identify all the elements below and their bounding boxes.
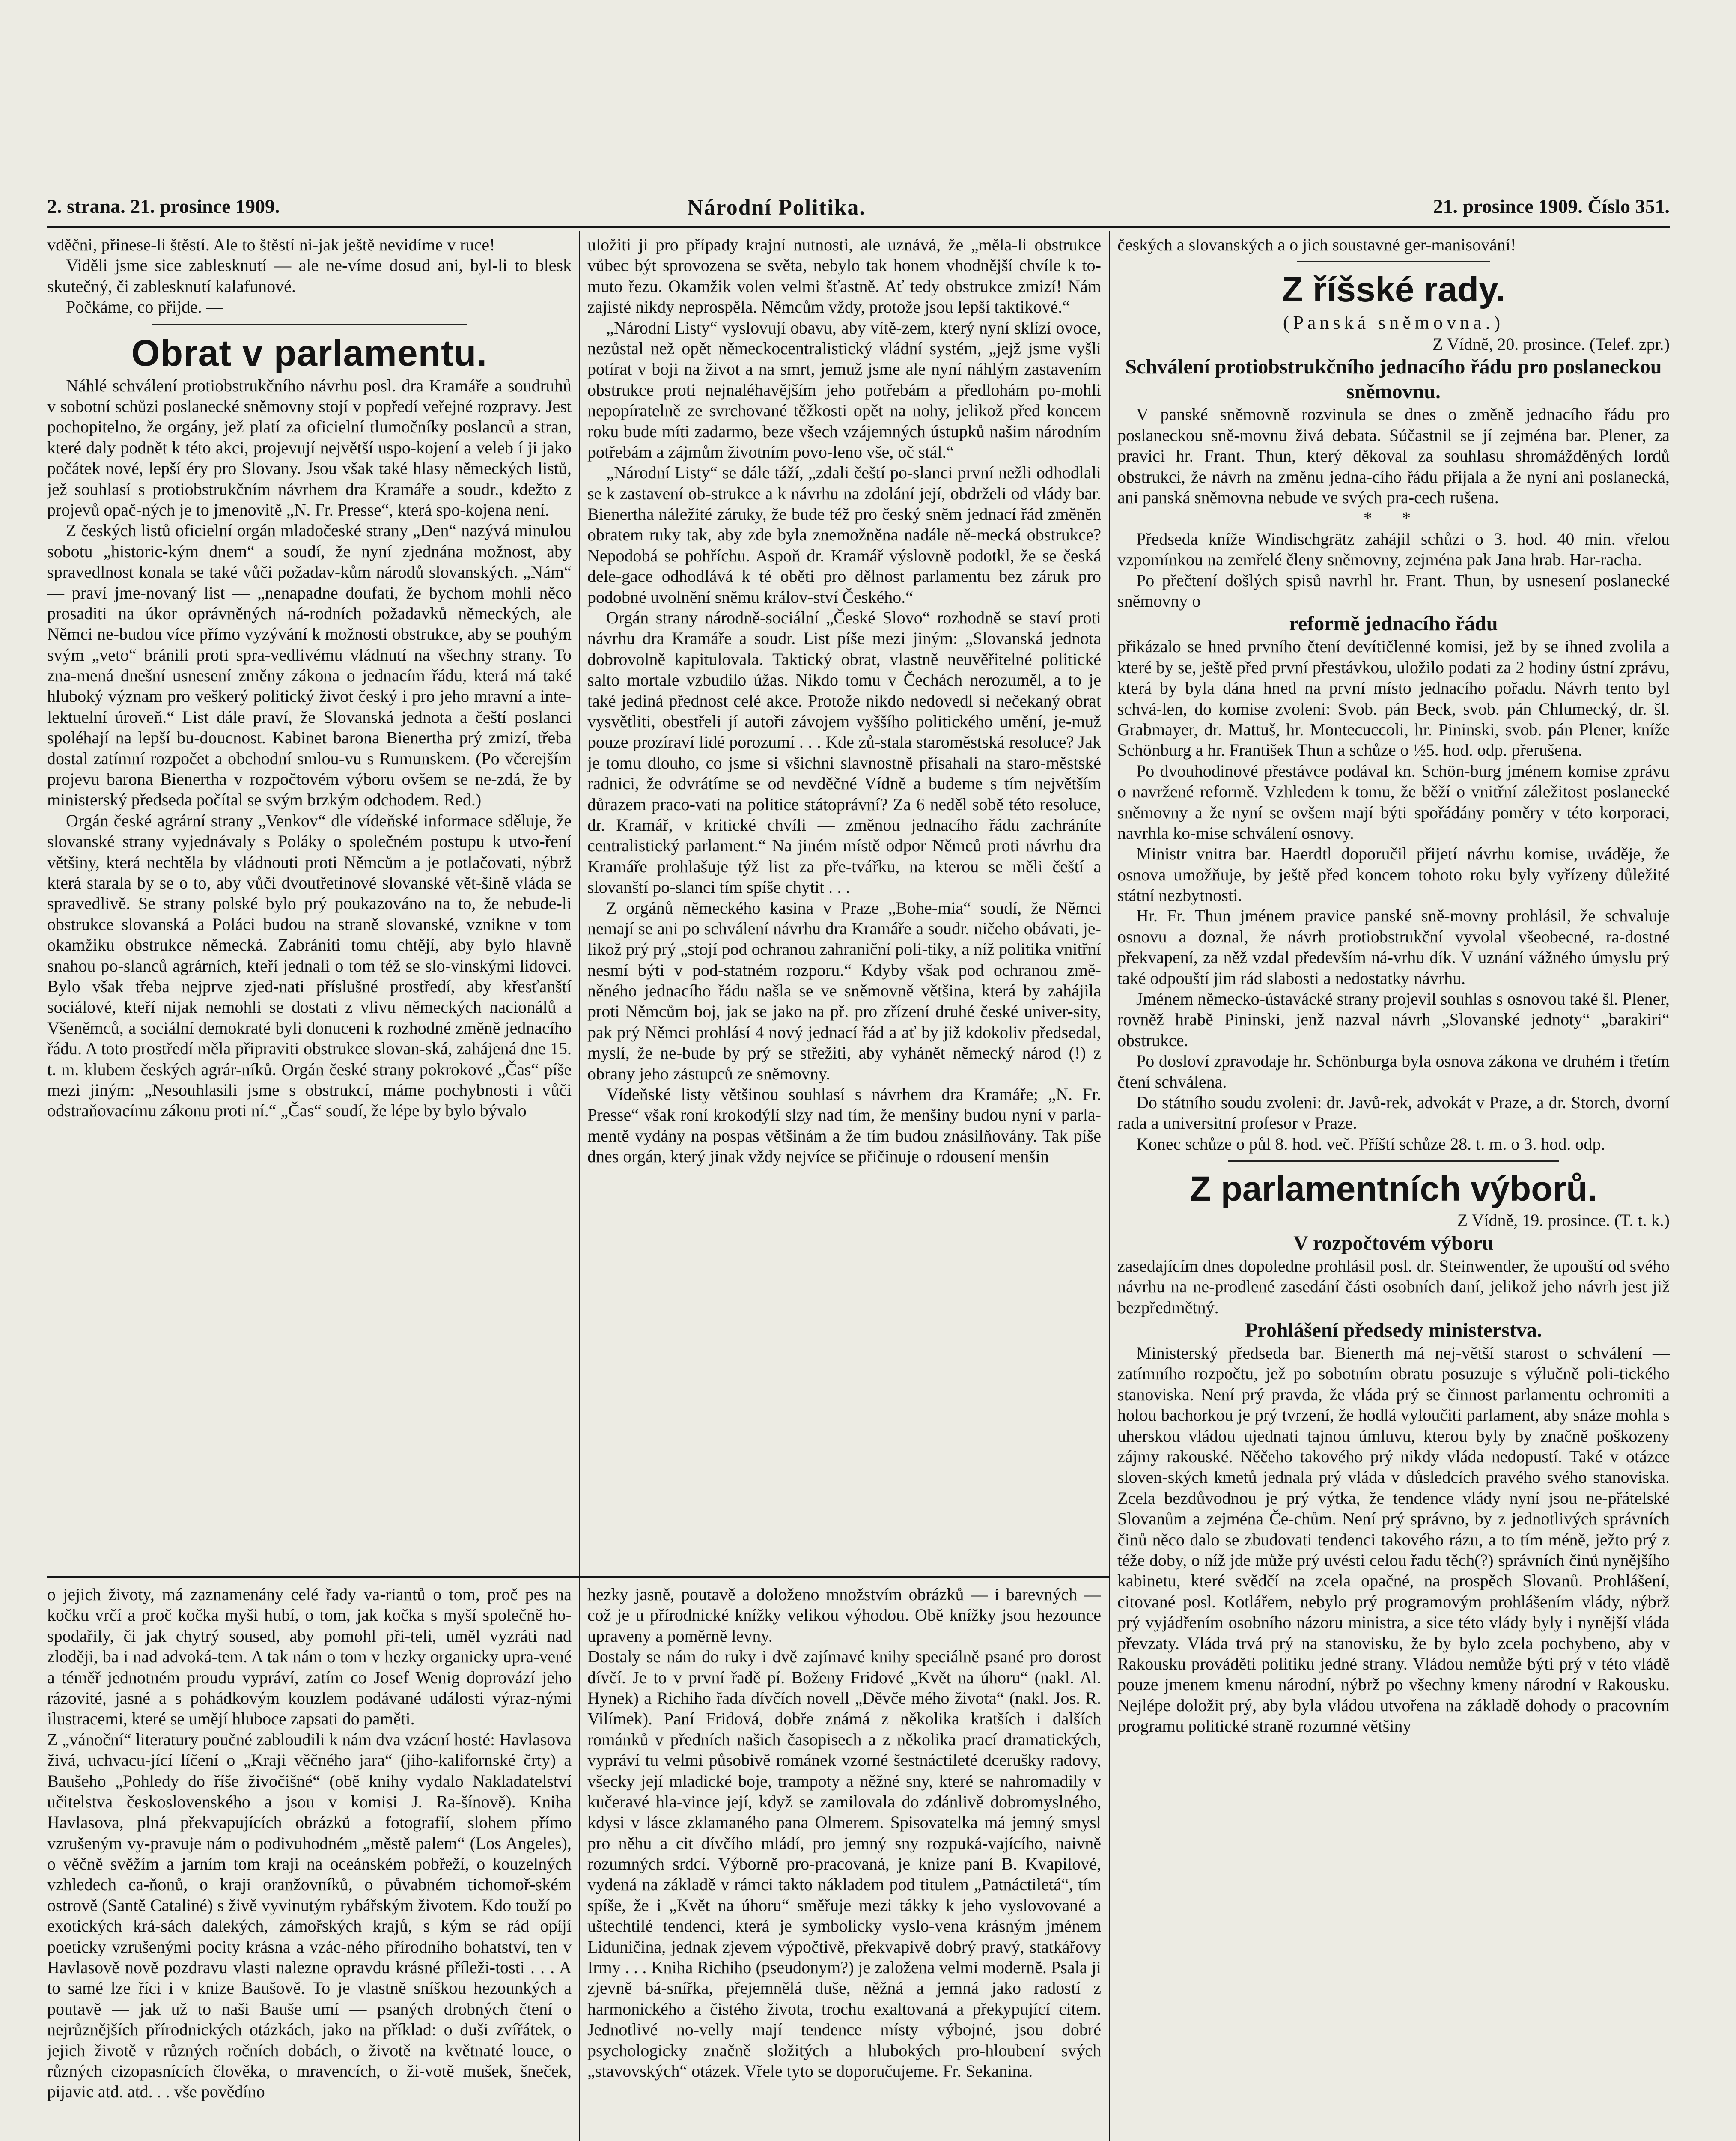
- paragraph: V panské sněmovně rozvinula se dnes o změně jednacího řádu pro poslaneckou sně-movnu živá debata. Súčastnil se jí zejména bar. Plener, za pravici hr. Frant. Thun, který děkoval za souhlasu shromážděných lordů obstrukci, že návrh na změnu jedna-cího řádu přijala a že nyní ani poslanecká, ani panská sněmovna nebude ve svých pra-cech rušena.: [1117, 405, 1670, 507]
- paragraph: Náhlé schválení protiobstrukčního návrhu posl. dra Kramáře a soudruhů v sobotní schůzi poslanecké sněmovny stojí v popředí veřejné rozpravy. Jest pochopitelno, že orgány, jež platí za oficielní tlumočníky poslanců a stran, které daly podnět k této akci, projevují největší uspo-kojení a veleb í ji jako počátek nové, lepší éry pro Slovany. Jsou však také hlasy německých listů, jež souhlasí s protiobstrukčním návrhem dra Kramáře a soudr., kdežto z projevů opač-ných je to jmenovitě „N. Fr. Presse“, která spo-kojena není.: [47, 376, 572, 519]
- paragraph: Z orgánů německého kasina v Praze „Bohe-mia“ soudí, že Němci nemají se ani po schválení návrhu dra Kramáře a soudr. ničeho obávati, je-likož prý prý „stojí pod ochranou zahraniční poli-tiky, a níž politika vnitřní nesmí býti v pod-statném rozporu.“ Kdyby však pod ochranou změ-něného jednacího řádu našla se ve sněmovně většina, která by zahájila proti Němcům boj, jak se jako na př. pro zřízení druhé české univer-sity, pak prý Němci prohlásí 4 nový jednací řád a ať by již kdokoliv předsedal, myslí, že ne-bude by prý se střežiti, aby vyhánět německý národ (!) z obrany jeho zástupců ze sněmovny.: [587, 898, 1101, 1083]
- paragraph: zasedajícím dnes dopoledne prohlásil posl. dr. Steinwender, že upouští od svého návrhu na ne-prodlené zasedání části osobních daní, jelikož jeho návrh jest již bezpředmětný.: [1117, 1256, 1670, 1317]
- paragraph: Jménem německo-ústavácké strany projevil souhlas s osnovou také šl. Plener, rovněž hrabě Pininski, jenž nazval návrh „Slovanské jednoty“ „barakiri“ obstrukce.: [1117, 989, 1670, 1050]
- masthead: Národní Politika.: [687, 195, 866, 220]
- separator-stars: * *: [1364, 508, 1423, 528]
- paragraph: Konec schůze o půl 8. hod. več. Příští schůze 28. t. m. o 3. hod. odp.: [1136, 1134, 1605, 1154]
- paragraph: Orgán české agrární strany „Venkov“ dle vídeňské informace sděluje, že slovanské strany vyjednávaly s Poláky o společném postupu k utvo-ření většiny, která nechtěla by vládnouti proti Němcům a je potlačovati, nýbrž která starala by se o to, aby vůči dvoutřetinové slovanské vět-šině vláda se spravedlivě. Se strany polské bylo prý poukazováno na to, že nebude-li obstrukce slovanská a Poláci budou na straně slovanské, vznikne v tom okamžiku obstrukce německá. Zabrániti tomu chtějí, aby bylo hlavně snahou po-slanců agrárních, kteří jednali o tom též se slo-vinskými lidovci. Bylo však třeba nejprve zjed-nati příslušné prostředí, aby křesťanští sociálové, kteří nijak nemohli se dostati z vlivu německých nacionálů a Všeněmců, a sociální demokraté byli donuceni k rozhodné změně jednacího řádu. A toto prostředí měla připraviti obstrukce slovan-ská, zahájená dne 15. t. m. klubem českých agrár-níků. Orgán české strany pokrokové „Čas“ píše mezi jiným: „Nesouhlasili jsme s obstrukcí, máme pochybnosti i vůči odstraňovacímu zákonu proti ní.“ „Čas“ soudí, že lépe by bylo bývalo: [47, 811, 572, 1121]
- page-header: [47, 195, 1670, 221]
- divider: [1297, 261, 1490, 262]
- column-2: [587, 235, 1101, 1571]
- column-divider: [579, 231, 580, 2141]
- feuilleton-right: hezky jasně, poutavě a doloženo množstvím obrázků — i barevných — což je u přírodnické knížky velikou výhodou. Obě knížky jsou hezounce upraveny a poměrně levny. Dostaly se nám do ruky i dvě zajímavé knihy speciálně psané pro dorost dívčí. Je to v první řadě pí. Boženy Fridové „Květ na úhoru“ (nakl. Al. Hynek) a Richiho řada dívčích novell „Děvče mého života“ (nakl. Jos. R. Vilímek). Paní Fridová, dobře známá z několika kratších i dalších románků v předních našich časopisech a z několika prací dramatických, vypráví tu velmi působivě románek vzorné šestnáctileté dcerušky radovy, všecky její mladické boje, trampoty a něžné sny, které se nahromadily v kučeravé hla-vince její, když se zamilovala do zdánlivě dobromyslného, kdysi v lásce zklamaného pana Olmerem. Spisovatelka má jemný smysl pro něhu a cit dívčího mládí, pro jemný sny rozpuká-vajícího, naivně rozumných srdcí. Výborně pro-pracovaná, je knize paní B. Kvapilové, vydená na základě v rámci takto nákladem pod titulem „Patnáctiletá“, tím spíše, že i „Květ na úhoru“ směřuje mezi tákky k jeho vyslovované a uštechtilé tendenci, která je symbolicky vyslo-vena krásným jménem Liduničina, jednak zjevem výpočtivě, překvapivě dobrý pravý, statkářovy Irmy . . . Kniha Richiho (pseudonym?) je založena velmi modernĕ. Psala ji zjevně bá-snířka, přejemnělá duše, něžná a jemná jako radostí z harmonického a čistého života, trochu exaltovaná a překypující citem. Jednotlivé no-velly mají tendence místy výbojné, jsou dobré psychologicky značně složitých a hlubokých pro-hloubení svých „stavovských“ otázek. Vřele tyto se doporučujeme. Fr. Sekanina.: [587, 1585, 1101, 2081]
- paragraph: „Národní Listy“ vyslovují obavu, aby vítě-zem, který nyní sklízí ovoce, nezůstal než opět německocentralistický vládní systém, „jejž jsme vyšli potírat v boji na život a na smrt, jemuž jsme ale nyní náhlým zastavením obstrukce proti nejnaléhavějším jeho potřebám a předlohám po-mohli nepopíratelně ze svrchované těžkosti opět na nohy, jelikož před koncem roku bude míti zadarmo, beze všech vzájemných ústupků našim národním potřebám a zájmům životním povo-leno vše, oč stál.“: [587, 318, 1101, 462]
- subheading: reformě jednacího řádu: [1289, 612, 1498, 635]
- dateline: Z Vídně, 20. prosince. (Telef. zpr.): [1432, 334, 1670, 354]
- article-heading: Z říšské rady.: [1281, 270, 1506, 310]
- paragraph: Viděli jsme sice zablesknutí — ale ne-víme dosud ani, byl-li to blesk skutečný, či zablesknutí kalafunové.: [47, 256, 572, 296]
- paragraph: Orgán strany národně-sociální „České Slovo“ rozhodně se staví proti návrhu dra Kramáře a soudr. List píše mezi jiným: „Slovanská jednota dobrovolně kapitulovala. Taktický obrat, vlastně neuvěřitelné politické salto mortale vzbudilo úžas. Nikdo tomu v Čechách nerozuměl, a to je také jediná přednost celé akce. Protože nikdo nedovedl si nečekaný obrat vysvětliti, obestřeli jí autoři závojem vyššího politického umění, je-muž pouze prozíraví lidé porozumí . . . Kde zů-stala staroměstská resoluce? Jak je tomu dlouho, co jsme si všichni slavnostně přísahali na staro-městské radnici, že odvrátíme se od nevděčné Vídně a budeme s tím největším důrazem praco-vati na politice státoprávní? Za 6 neděl sobě této resoluce, dr. Kramář, v kritické chvíli — změnou jednacího řádu zachráníte centralistický parlament.“ Na jiném místě odpor Němců proti návrhu dra Kramáře prohlašuje týž list za pře-tvářku, na kterou se měli čeští a slovanští po-slanci tím spíše chytit . . .: [587, 608, 1101, 897]
- paragraph: Počkáme, co přijde. —: [66, 297, 223, 317]
- paragraph: českých a slovanských a o jich soustavné ger-manisování!: [1117, 235, 1516, 254]
- article-heading: Obrat v parlamentu.: [131, 332, 488, 374]
- paragraph: Po přečtení došlých spisů navrhl hr. Frant. Thun, by usnesení poslanecké sněmovny o: [1117, 570, 1670, 611]
- paragraph: Hr. Fr. Thun jménem pravice panské sně-movny prohlásil, že schvaluje osnovu a doznal, že návrh protiobstrukční vyvolal všeobecné, ra-dostné překvapení, za něž vzdal především ná-vrhu dík. V uznání vážného úmyslu prý také odpouští jim rád slabosti a nedostatky návrhu.: [1117, 906, 1670, 988]
- subheading: Schválení protiobstrukčního jednacího řádu pro poslaneckou sněmovnu.: [1125, 355, 1662, 403]
- paragraph: Předseda kníže Windischgrätz zahájil schůzi o 3. hod. 40 min. vřelou vzpomínkou na zemřelé členy sněmovny, zejména pak Jana hrab. Har-racha.: [1117, 529, 1670, 570]
- paragraph: Do státního soudu zvoleni: dr. Javů-rek, advokát v Praze, a dr. Storch, dvorní rada a universitní profesor v Praze.: [1117, 1092, 1670, 1133]
- paragraph: Po dosloví zpravodaje hr. Schönburga byla osnova zákona ve druhém i třetím čtení schválena.: [1117, 1051, 1670, 1091]
- paragraph: přikázalo se hned prvního čtení devítičlenné komisi, jež by se ihned zvolila a které by se, ještě před první přestávkou, uložilo podati za 2 hodiny ústní zprávu, která by byla dána hned na první místo jednacího pořadu. Návrh tento byl schvá-len, do komise zvoleni: Svob. pán Beck, svob. pán Chlumecký, dr. šl. Grabmayer, dr. Mattuš, hr. Montecuccoli, hr. Pininski, svob. pán Plener, kníže Schönburg a hr. František Thun a schůze o ½5. hod. odp. přerušena.: [1117, 637, 1670, 760]
- paragraph: Vídeňské listy většinou souhlasí s návrhem dra Kramáře; „N. Fr. Presse“ však roní krokodýlí slzy nad tím, že menšiny budou nyní v parla-mentě vydány na pospas většinám a že tím budou znásilňovány. Tak píše dnes orgán, který jinak vždy nejvíce se přičinuje o rdousení menšin: [587, 1085, 1101, 1166]
- divider: [152, 324, 467, 325]
- page-number-date: 2. strana. 21. prosince 1909.: [47, 195, 280, 217]
- column-1: [47, 235, 572, 1571]
- divider: [1228, 1160, 1559, 1162]
- paragraph: Ministr vnitra bar. Haerdtl doporučil přijetí návrhu komise, uváděje, že osnova umožňuje, by ještě před koncem tohoto roku byly vyřízeny důležité státní nezbytnosti.: [1117, 844, 1670, 905]
- issue-date-number: 21. prosince 1909. Číslo 351.: [1433, 195, 1670, 217]
- subheading: Prohlášení předsedy ministerstva.: [1245, 1319, 1542, 1342]
- column-3: [1117, 235, 1670, 2141]
- paragraph: Po dvouhodinové přestávce podával kn. Schön-burg jménem komise zprávu o navržené reformě. Vzhledem k tomu, že běží o vnitřní záležitost poslanecké sněmovny a že nyní se ovšem mají býti spořádány poměry v této korporaci, navrhla ko-mise schválení osnovy.: [1117, 761, 1670, 843]
- paragraph: uložiti ji pro případy krajní nutnosti, ale uznává, že „měla-li obstrukce vůbec být sprovozena se světa, nebylo tak honem vhodnější chvíle k to-muto řezu. Okamžik volen velmi šťastně. Ať tedy obstrukce zmizí! Nám zajisté nikdy neprospěla. Němcům vždy, protože jsou lepší taktikové.“: [587, 235, 1101, 317]
- article-heading: Z parlamentních výborů.: [1189, 1169, 1598, 1209]
- dateline: Z Vídně, 19. prosince. (T. t. k.): [1457, 1211, 1670, 1230]
- paragraph: Ministerský předseda bar. Bienerth má nej-větší starost o schválení — zatímního rozpočtu, jež po sobotním obratu posuzuje s výlučně poli-tického stanoviska. Není prý pravda, že vláda prý se činnost parlamentu ochromiti a holou bachorkou je prý tvrzení, že hodlá vyloučiti parlament, aby snáze mohla s uherskou vládou ujednati tajnou úmluvu, kterou byly by značně poškozeny zájmy rakouské. Něčeho takového prý nikdy vláda nedopustí. Také v otázce sloven-ských kmetů jednala prý vláda v důsledcích pravého svého stanoviska. Zcela bezdůvodnou je prý výtka, že tendence vlády nyní jsou ne-přátelské Slovanům a zejména Če-chům. Není prý správno, by z jednotlivých správních činů něco dalo se zbudovati tendenci takového rázu, a to tím méně, ježto prý z téže doby, o níž jde může prý uvésti celou řadu těch(?) správních činů nynějšího kabinetu, které svědčí na zcela opačné, na prospěch Slovanů. Prohlášení, citované posl. Kotlářem, nebylo prý programovým prohlášením vlády, nýbrž prý vyjádřením osobního názoru ministra, a sice této vlády byly i nynější vláda převzaty. Vláda trvá prý na stanovisku, že by bylo zcela pochybeno, aby v Rakousku prováděti politiku jedné strany. Vládou nemůže býti prý v této vládě pouze jmenem kmenu národní, nýbrž po všechny kmeny národní v Rakousku. Nejlépe doložit prý, aby byla vládou utvořena na základě dohody o pracovním programu politické straně rozumné většiny: [1117, 1343, 1670, 1736]
- subheading: V rozpočtovém výboru: [1293, 1232, 1494, 1255]
- feuilleton-rule: [47, 1576, 1109, 1578]
- header-rule: [47, 226, 1670, 228]
- paragraph: „Národní Listy“ se dále táží, „zdali čeští po-slanci první nežli odhodlali se k zastavení ob-strukce a k návrhu na zdolání její, obdrželi od vlády bar. Bienertha náležité záruky, že bude též pro český sněm jednací řád změněn obratem ruky tak, aby zde byla znemožněna nadále ně-mecká obstrukce? Nepodobá se pohříchu. Aspoň dr. Kramář výslovně podotkl, že se česká dele-gace odhodlává k té oběti pro dělnost parlamentu bez záruk pro podobné uvolnění sněmu králov-ství Českého.“: [587, 463, 1101, 607]
- feuilleton-left: o jejich životy, má zaznamenány celé řady va-riantů o tom, proč pes na kočku vrčí a proč kočka myši hubí, o tom, jak kočka s myší společně ho-spodařily, či jak chytrý soused, aby pomohl při-teli, uměl vyzráti nad zloději, ba i nad advoká-tem. A tak nám o tom v hezky organicky upra-vené a téměř jednotném proudu vypráví, zatím co Josef Wenig doprovází jeho rázovité, jasné a s pohádkovým kouzlem podávané události výraz-nými ilustracemi, které se umějí hluboce zapsati do paměti. Z „vánoční“ literatury poučné zabloudili k nám dva vzácní hosté: Havlasova živá, uchvacu-jící líčení o „Kraji věčného jara“ (jiho-kalifornské črty) a Baušeho „Pohledy do říše živočišné“ (obě knihy vydalo Nakladatelství učitelstva československého a jsou v komisi J. Ra-šínově). Kniha Havlasova, plná překvapujících obrázků a fotografií, slohem přímo vzrušeným vy-pravuje nám o podivuhodném „městě palem“ (Los Angeles), o věčně svěžím a jarním tom kraji na oceánském pobřeží, o kouzelných vzhledech ca-ňonů, o kraji oranžovníků, o půvabném tichomoř-ském ostrově (Santě Cataliné) s živě vyvinutým rybářským životem. Kdo touží po exotických krá-sách dalekých, zámořských krajů, s kým se rád opíjí poeticky vzrušenými pocity krásna a vzác-ného přírodního bohatství, ten v Havlasově nově pozdravu vlasti nalezne opravdu krásné příleži-tosti . . . A to samé lze říci i v knize Baušově. To je vlastně sníškou hezounkých a poutavě — jak už to naši Bauše umí — psaných drobných čtení o nejrůznějších přírodnických otázkách, jako na příklad: o duši zvířátek, o jejich životě v různých ročních dobách, o životě na květnaté louce, o různých cizopasnících člověka, o mravencích, o ži-votě mušek, šneček, pijavic atd. atd. . . vše povědíno: [47, 1585, 572, 2102]
- column-divider: [1109, 231, 1110, 2141]
- paragraph: vděčni, přinese-li štěstí. Ale to štěstí ni-jak ještě nevidíme v ruce!: [47, 235, 495, 254]
- subheading: (Panská sněmovna.): [1283, 312, 1504, 333]
- paragraph: Z českých listů oficielní orgán mladočeské strany „Den“ nazývá minulou sobotu „historic-kým dnem“ a soudí, že nyní zjednána možnost, aby spravedlnost konala se také vůči požadav-kům národů slovanských. „Nám“ — praví jme-novaný list — „nenapadne doufati, že bychom mohli něco prosaditi na úkor oprávněných ná-rodních požadavků německých, ale Němci ne-budou více přímo vyzývání k možnosti obstrukce, aby se pouhým svým „veto“ bránili proti spra-vedlivému vládnutí na všechny strany. To zna-mená dnešní usnesení změny zákona o jednacím řádu, která má také hluboký význam pro veškerý politický život český i pro jeho mravní a inte-lektuelní úroveň.“ List dále praví, že Slovanská jednota a čeští poslanci spoléhají na lepší bu-doucnost. Kabinet barona Bienertha prý zmizí, třeba dostal zatímní rozpočet a obchodní smlou-vu s Rumunskem. (Po včerejším projevu barona Bienertha v rozpočtovém výboru ovšem se ne-zdá, že by ministerský předseda počítal se svým brzkým odchodem. Red.): [47, 521, 572, 810]
